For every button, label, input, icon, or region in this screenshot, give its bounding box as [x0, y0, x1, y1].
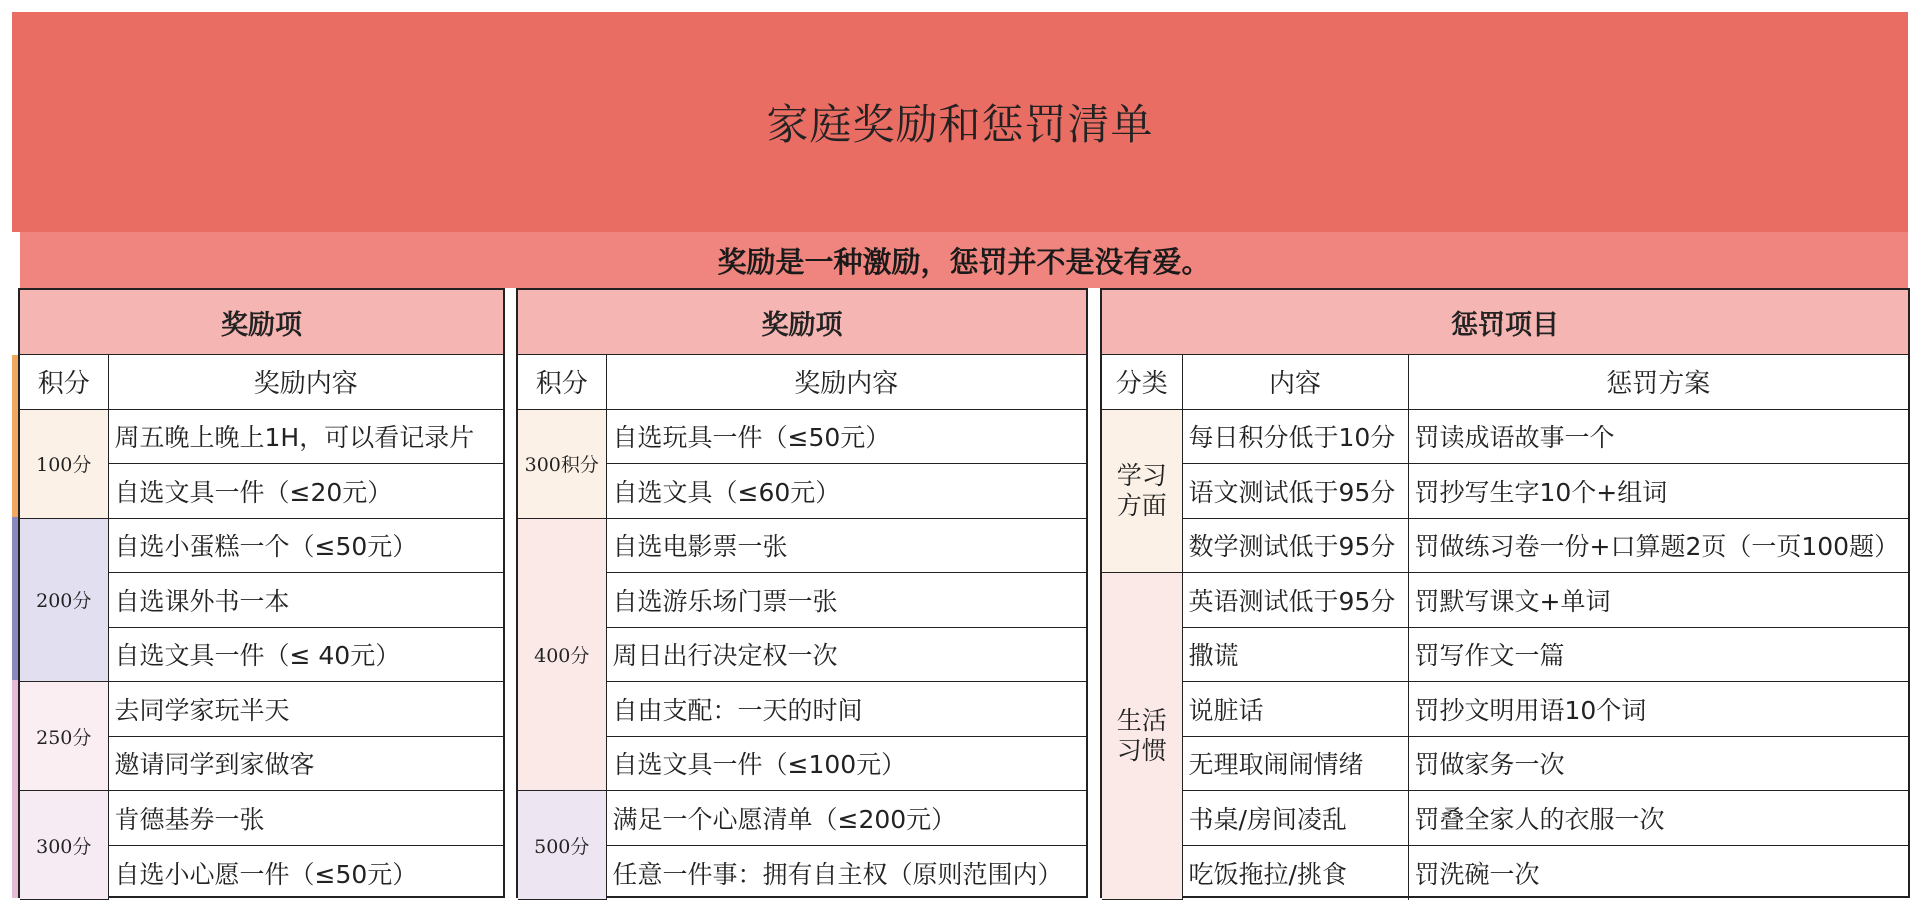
- table-row: [1102, 627, 1908, 682]
- reward-item: 自选文具一件（≤100元）: [606, 736, 1086, 791]
- punishment-plan: 罚抄写生字10个+组词: [1408, 464, 1908, 519]
- reward-item: 满足一个心愿清单（≤200元）: [606, 791, 1086, 846]
- column-header-content: 奖励内容: [606, 355, 1086, 410]
- column-header-category: 分类: [1102, 355, 1182, 410]
- punishment-plan: 罚默写课文+单词: [1408, 573, 1908, 628]
- punishment-content: 数学测试低于95分: [1182, 518, 1408, 573]
- table-row: [1102, 464, 1908, 519]
- punishment-plan: 罚叠全家人的衣服一次: [1408, 791, 1908, 846]
- subtitle-text: 奖励是一种激励，惩罚并不是没有爱。: [717, 244, 1211, 279]
- points-cell: 200分: [20, 518, 108, 682]
- reward-item: 自选游乐场门票一张: [606, 573, 1086, 628]
- reward-item: 邀请同学到家做客: [108, 736, 503, 791]
- section-header: 奖励项: [518, 290, 1086, 355]
- table-row: [518, 791, 1086, 846]
- reward-item: 任意一件事：拥有自主权（原则范围内）: [606, 845, 1086, 900]
- punishment-content: 吃饭拖拉/挑食: [1182, 845, 1408, 900]
- column-header-row: [518, 355, 1086, 410]
- column-header-content: 内容: [1182, 355, 1408, 410]
- column-header-row: [20, 355, 503, 410]
- punishment-plan: 罚写作文一篇: [1408, 627, 1908, 682]
- table-row: [1102, 682, 1908, 737]
- column-header-plan: 惩罚方案: [1408, 355, 1908, 410]
- category-cell: 学习方面: [1102, 409, 1182, 573]
- subtitle-banner: [20, 232, 1908, 288]
- reward-item: 周日出行决定权一次: [606, 627, 1086, 682]
- section-header: 奖励项: [20, 290, 503, 355]
- reward-item: 去同学家玩半天: [108, 682, 503, 737]
- table-row: [20, 518, 503, 573]
- reward-item: 自选课外书一本: [108, 573, 503, 628]
- reward-item: 自选文具（≤60元）: [606, 464, 1086, 519]
- category-cell: 生活习惯: [1102, 573, 1182, 900]
- table-row: [20, 791, 503, 846]
- table-row: [20, 409, 503, 464]
- punishment-content: 无理取闹闹情绪: [1182, 736, 1408, 791]
- punishment-content: 每日积分低于10分: [1182, 409, 1408, 464]
- page-title: 家庭奖励和惩罚清单: [766, 100, 1154, 149]
- points-cell: 500分: [518, 791, 606, 900]
- reward-item: 自选文具一件（≤20元）: [108, 464, 503, 519]
- reward-item: 自选小心愿一件（≤50元）: [108, 845, 503, 900]
- reward-item: 周五晚上晚上1H，可以看记录片: [108, 409, 503, 464]
- table-row: [1102, 736, 1908, 791]
- punishment-plan: 罚抄文明用语10个词: [1408, 682, 1908, 737]
- table-row: [518, 518, 1086, 573]
- points-cell: 250分: [20, 682, 108, 791]
- section-header: 惩罚项目: [1102, 290, 1908, 355]
- points-cell: 100分: [20, 409, 108, 518]
- punishment-plan: 罚读成语故事一个: [1408, 409, 1908, 464]
- punishment-content: 语文测试低于95分: [1182, 464, 1408, 519]
- punishment-plan: 罚洗碗一次: [1408, 845, 1908, 900]
- punishment-content: 书桌/房间凌乱: [1182, 791, 1408, 846]
- table-row: [20, 682, 503, 737]
- reward-item: 自选玩具一件（≤50元）: [606, 409, 1086, 464]
- column-header-points: 积分: [20, 355, 108, 410]
- points-cell: 400分: [518, 518, 606, 791]
- punishment-table: [1100, 288, 1910, 898]
- reward-item: 自选电影票一张: [606, 518, 1086, 573]
- points-cell: 300分: [20, 791, 108, 900]
- column-header-content: 奖励内容: [108, 355, 503, 410]
- table-row: [518, 409, 1086, 464]
- reward-item: 自选文具一件（≤ 40元）: [108, 627, 503, 682]
- reward-item: 肯德基券一张: [108, 791, 503, 846]
- table-row: [1102, 409, 1908, 464]
- punishment-content: 英语测试低于95分: [1182, 573, 1408, 628]
- table-row: [1102, 845, 1908, 900]
- table-row: [1102, 518, 1908, 573]
- section-header-row: [518, 290, 1086, 355]
- punishment-content: 撒谎: [1182, 627, 1408, 682]
- title-banner: [12, 12, 1908, 232]
- column-header-points: 积分: [518, 355, 606, 410]
- reward-item: 自选小蛋糕一个（≤50元）: [108, 518, 503, 573]
- reward-table-right: [516, 288, 1088, 898]
- section-header-row: [1102, 290, 1908, 355]
- section-header-row: [20, 290, 503, 355]
- punishment-plan: 罚做练习卷一份+口算题2页（一页100题）: [1408, 518, 1908, 573]
- table-row: [1102, 573, 1908, 628]
- reward-table-left: [18, 288, 505, 898]
- table-row: [1102, 791, 1908, 846]
- punishment-content: 说脏话: [1182, 682, 1408, 737]
- column-header-row: [1102, 355, 1908, 410]
- reward-item: 自由支配：一天的时间: [606, 682, 1086, 737]
- points-cell: 300积分: [518, 409, 606, 518]
- punishment-plan: 罚做家务一次: [1408, 736, 1908, 791]
